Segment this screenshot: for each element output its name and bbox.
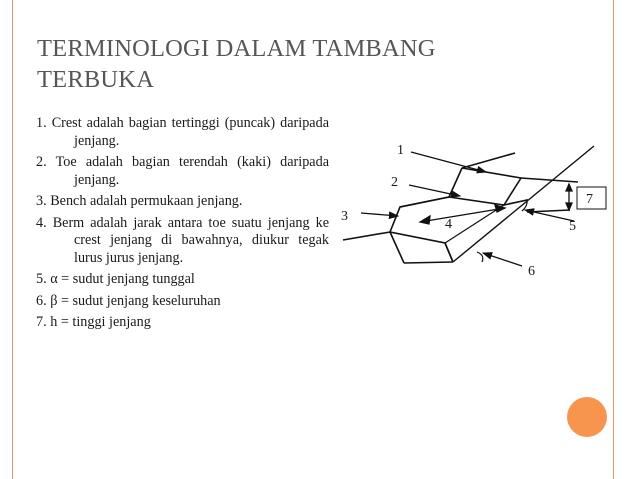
item-number: 2. bbox=[36, 154, 56, 170]
item-number: 4. bbox=[36, 214, 53, 231]
item-number: 7. bbox=[36, 314, 51, 330]
item-number: 3. bbox=[36, 193, 51, 209]
list-item bbox=[36, 115, 329, 150]
height-dimension bbox=[566, 184, 572, 210]
item-text: Bench adalah permukaan jenjang. bbox=[50, 193, 243, 209]
item-number: 1. bbox=[36, 115, 52, 131]
item-text: β = sudut jenjang keseluruhan bbox=[50, 292, 221, 309]
berm-double-arrow bbox=[420, 205, 505, 224]
bench-profile bbox=[343, 153, 578, 263]
title-line-1: TERMINOLOGI DALAM TAMBANG bbox=[37, 35, 436, 62]
item-number: 6. bbox=[36, 292, 51, 309]
list-item bbox=[36, 193, 329, 211]
item-text: Toe adalah bagian terendah (kaki) daripada jenjang. bbox=[55, 154, 329, 188]
list-item bbox=[36, 314, 329, 332]
item-text: h = tinggi jenjang bbox=[50, 314, 151, 330]
list-item bbox=[36, 293, 329, 311]
item-text: Berm adalah jarak antara toe suatu jenjang ke crest jenjang di bawahnya, diukur tegak lurus jurus jenjang. bbox=[52, 214, 329, 266]
list-item bbox=[36, 154, 329, 189]
slide-title bbox=[37, 33, 517, 95]
right-frame-line bbox=[613, 0, 614, 479]
beta-angle-arc bbox=[477, 252, 483, 262]
label-5: 5 bbox=[569, 219, 576, 234]
bench-diagram bbox=[330, 130, 610, 290]
label-4: 4 bbox=[445, 217, 452, 232]
item-text: Crest adalah bagian tertinggi (puncak) daripada jenjang. bbox=[51, 115, 329, 149]
title-line-2: TERBUKA bbox=[37, 66, 155, 93]
overall-slope-line bbox=[453, 146, 594, 262]
label-3: 3 bbox=[341, 209, 348, 224]
label-7: 7 bbox=[586, 192, 593, 207]
left-frame-line bbox=[12, 0, 13, 479]
label-1: 1 bbox=[397, 143, 404, 158]
decorative-orange-circle bbox=[567, 397, 607, 437]
terminology-list bbox=[36, 115, 329, 336]
list-item bbox=[36, 271, 329, 289]
label-2: 2 bbox=[391, 175, 398, 190]
label-6: 6 bbox=[528, 264, 535, 279]
item-text: α = sudut jenjang tunggal bbox=[50, 271, 195, 287]
list-item bbox=[36, 215, 329, 268]
item-number: 5. bbox=[36, 271, 51, 287]
